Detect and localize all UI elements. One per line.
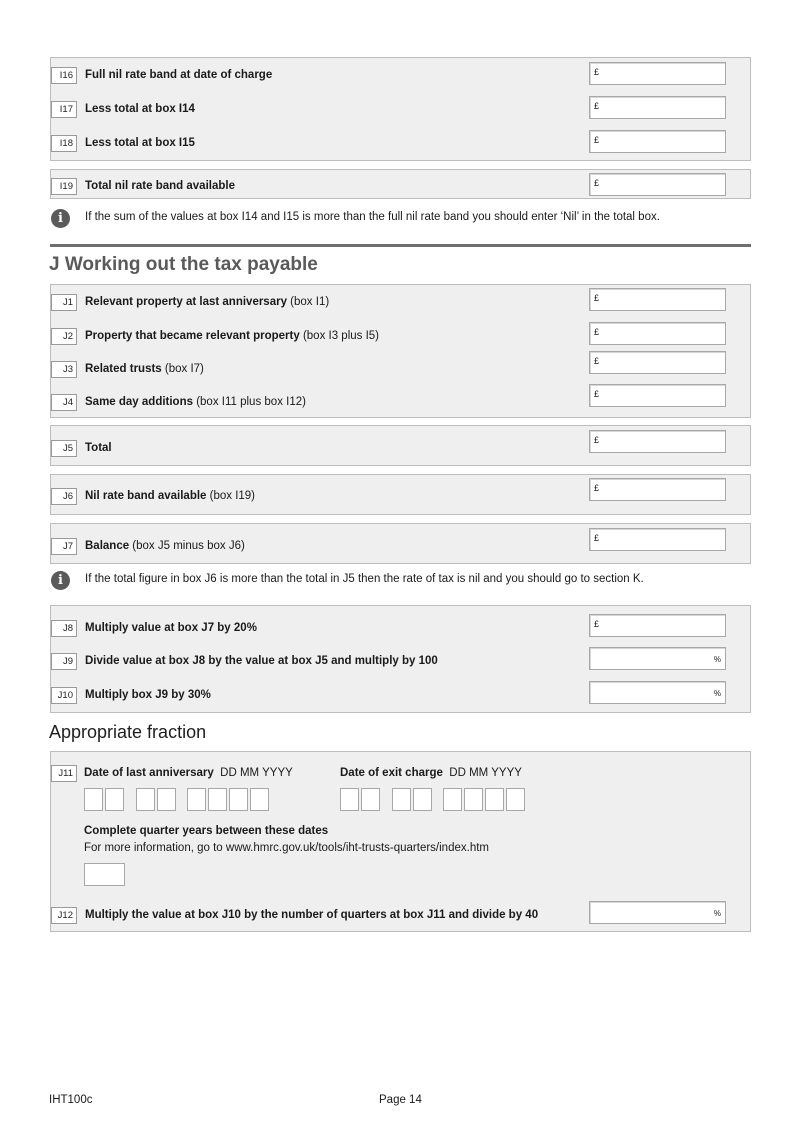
- row-label: Divide value at box J8 by the value at box J5 and multiply by 100: [85, 655, 438, 667]
- amount-input-j8[interactable]: £: [589, 614, 726, 637]
- last-anniversary-year-digit[interactable]: [250, 788, 269, 811]
- info-text: If the total figure in box J6 is more than the total in J5 then the rate of tax is nil and you should go to section K.: [85, 573, 644, 585]
- last-anniversary-month-digit[interactable]: [136, 788, 155, 811]
- info-note-nil-rate: [50, 570, 751, 592]
- row-label: Multiply the value at box J10 by the number of quarters at box J11 and divide by 40: [85, 909, 539, 921]
- last-anniversary-year-digit[interactable]: [229, 788, 248, 811]
- row-label: Multiply box J9 by 30%: [85, 689, 211, 701]
- amount-input-j1[interactable]: £: [589, 288, 726, 311]
- amount-input-j3[interactable]: £: [589, 351, 726, 374]
- row-label: Relevant property at last anniversary (box I1): [85, 296, 330, 308]
- row-label: Less total at box I14: [85, 103, 195, 115]
- row-label: Property that became relevant property (box I3 plus I5): [85, 330, 380, 342]
- box-code: J11: [51, 765, 77, 782]
- last-anniversary-month-digit[interactable]: [157, 788, 176, 811]
- row-label: Full nil rate band at date of charge: [85, 69, 273, 81]
- exit-charge-month-digit[interactable]: [392, 788, 411, 811]
- box-code: J8: [51, 620, 77, 637]
- info-text: If the sum of the values at box I14 and I15 is more than the full nil rate band you should enter ‘Nil’ in the total box.: [85, 211, 660, 223]
- exit-charge-year-digit[interactable]: [485, 788, 504, 811]
- form-code: IHT100c: [49, 1094, 93, 1106]
- row-label: Total: [85, 442, 112, 454]
- info-icon: i: [51, 571, 70, 590]
- row-label: Balance (box J5 minus box J6): [85, 540, 245, 552]
- row-label: Multiply value at box J7 by 20%: [85, 622, 257, 634]
- amount-input-j7[interactable]: £: [589, 528, 726, 551]
- amount-input-j2[interactable]: £: [589, 322, 726, 345]
- quarters-input[interactable]: [84, 863, 125, 886]
- exit-charge-month-digit[interactable]: [413, 788, 432, 811]
- section-j-title: J Working out the tax payable: [49, 254, 318, 275]
- appropriate-fraction-title: Appropriate fraction: [49, 722, 207, 742]
- box-code: J12: [51, 907, 77, 924]
- box-code: I19: [51, 178, 77, 195]
- box-code: J6: [51, 488, 77, 505]
- row-label: Total nil rate band available: [85, 180, 235, 192]
- exit-charge-year-digit[interactable]: [464, 788, 483, 811]
- row-label: Less total at box I15: [85, 137, 195, 149]
- amount-input-j5[interactable]: £: [589, 430, 726, 453]
- box-code: I16: [51, 67, 77, 84]
- page-number: Page 14: [379, 1094, 422, 1106]
- box-code: J2: [51, 328, 77, 345]
- last-anniversary-day-digit[interactable]: [105, 788, 124, 811]
- row-label: Related trusts (box I7): [85, 363, 204, 375]
- last-anniversary-year-digit[interactable]: [208, 788, 227, 811]
- quarters-info-link: For more information, go to www.hmrc.gov.uk/tools/iht-trusts-quarters/index.htm: [84, 842, 489, 854]
- exit-charge-year-digit[interactable]: [506, 788, 525, 811]
- box-code: J4: [51, 394, 77, 411]
- exit-charge-year-digit[interactable]: [443, 788, 462, 811]
- last-anniversary-day-digit[interactable]: [84, 788, 103, 811]
- box-code: I17: [51, 101, 77, 118]
- amount-input-j6[interactable]: £: [589, 478, 726, 501]
- exit-charge-label: Date of exit charge DD MM YYYY: [340, 767, 522, 779]
- box-code: J5: [51, 440, 77, 457]
- percent-input-j10[interactable]: %: [589, 681, 726, 704]
- quarters-label: Complete quarter years between these dates: [84, 825, 329, 837]
- amount-input-i16[interactable]: £: [589, 62, 726, 85]
- percent-input-j12[interactable]: %: [589, 901, 726, 924]
- amount-input-i19[interactable]: £: [589, 173, 726, 196]
- info-icon: i: [51, 209, 70, 228]
- row-label: Same day additions (box I11 plus box I12): [85, 396, 306, 408]
- amount-input-i17[interactable]: £: [589, 96, 726, 119]
- row-label: Nil rate band available (box I19): [85, 490, 256, 502]
- section-divider: [50, 244, 751, 247]
- box-code: I18: [51, 135, 77, 152]
- percent-input-j9[interactable]: %: [589, 647, 726, 670]
- last-anniversary-year-digit[interactable]: [187, 788, 206, 811]
- amount-input-j4[interactable]: £: [589, 384, 726, 407]
- box-code: J9: [51, 653, 77, 670]
- exit-charge-day-digit[interactable]: [361, 788, 380, 811]
- box-code: J7: [51, 538, 77, 555]
- amount-input-i18[interactable]: £: [589, 130, 726, 153]
- box-code: J10: [51, 687, 77, 704]
- exit-charge-day-digit[interactable]: [340, 788, 359, 811]
- last-anniversary-label: Date of last anniversary DD MM YYYY: [84, 767, 293, 779]
- box-code: J3: [51, 361, 77, 378]
- box-code: J1: [51, 294, 77, 311]
- info-note-nil-band: [50, 208, 751, 230]
